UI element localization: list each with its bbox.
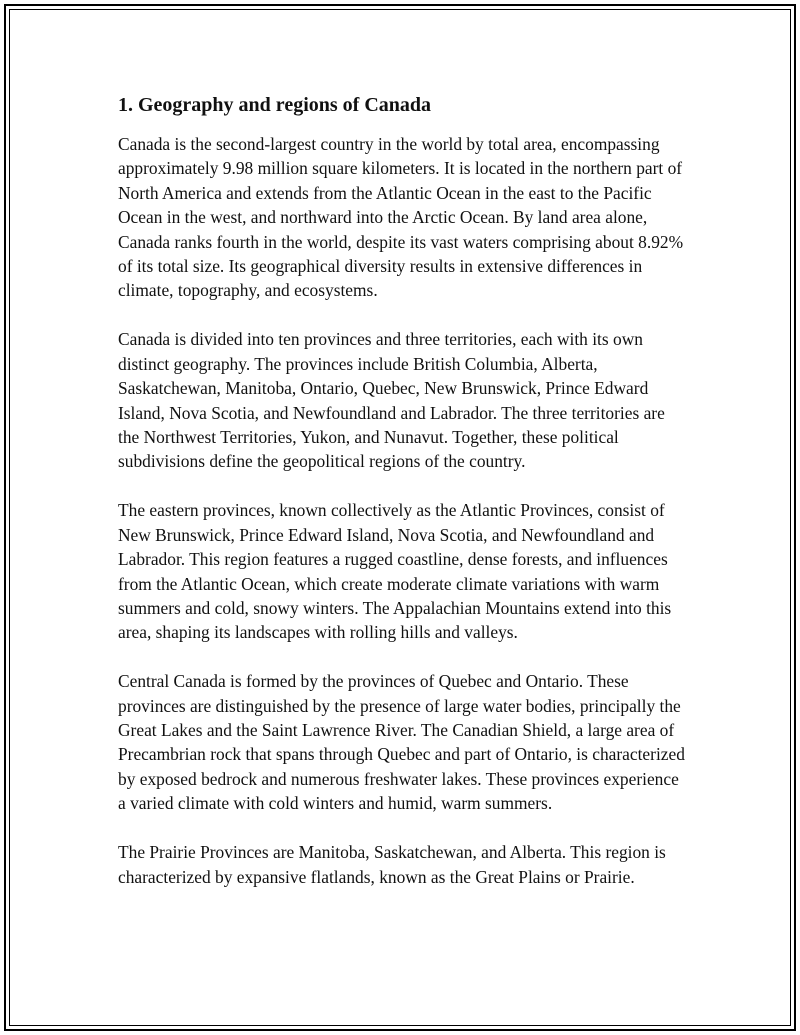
paragraph-central-canada: Central Canada is formed by the provinces of Quebec and Ontario. These provinces are distinguished by the presence of large water bodies, principally the Great Lakes and the Saint Lawrence River. The Canadian Shield, a large area of Precambrian rock that spans through Quebec and part of Ontario, is characterized by exposed bedrock and numerous freshwater lakes. These provinces experience a varied climate with cold winters and humid, warm summers. <box>118 671 685 814</box>
section-heading: 1. Geography and regions of Canada <box>118 94 432 116</box>
document-body <box>118 92 688 889</box>
paragraph-atlantic-provinces: The eastern provinces, known collectively as the Atlantic Provinces, consist of New Brunswick, Prince Edward Island, Nova Scotia, and Newfoundland and Labrador. This region features a rugged coastline, dense forests, and influences from the Atlantic Ocean, which create moderate climate variations with warm summers and cold, snowy winters. The Appalachian Mountains extend into this area, shaping its landscapes with rolling hills and valleys. <box>118 500 672 643</box>
paragraph-prairie-provinces: The Prairie Provinces are Manitoba, Saskatchewan, and Alberta. This region is characterized by expansive flatlands, known as the Great Plains or Prairie. <box>118 842 666 887</box>
paragraph-provinces-territories: Canada is divided into ten provinces and three territories, each with its own distinct geography. The provinces include British Columbia, Alberta, Saskatchewan, Manitoba, Ontario, Quebec, New Brunswick, Prince Edward Island, Nova Scotia, and Newfoundland and Labrador. The three territories are the Northwest Territories, Yukon, and Nunavut. Together, these political subdivisions define the geopolitical regions of the country. <box>118 329 665 472</box>
paragraph-geography-overview: Canada is the second-largest country in the world by total area, encompassing approximately 9.98 million square kilometers. It is located in the northern part of North America and extends from the Atlantic Ocean in the east to the Pacific Ocean in the west, and northward into the Arctic Ocean. By land area alone, Canada ranks fourth in the world, despite its vast waters comprising about 8.92% of its total size. Its geographical diversity results in extensive differences in climate, topography, and ecosystems. <box>118 134 684 301</box>
